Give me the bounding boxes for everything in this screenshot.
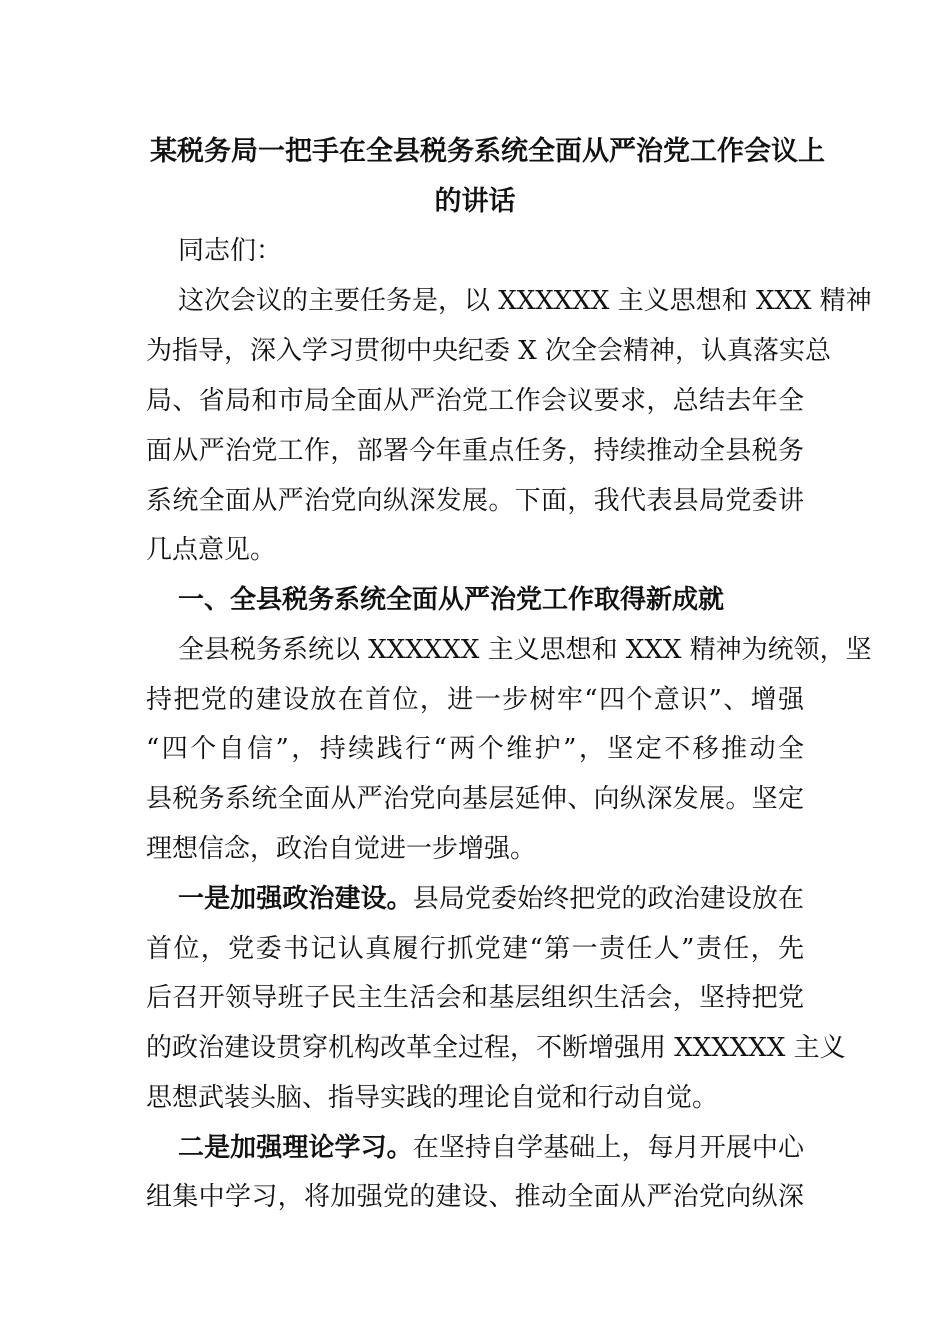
item-1-first-line	[178, 884, 804, 914]
item-1-line: 首位，党委书记认真履行抓党建“第一责任人”责任，先	[146, 934, 804, 964]
section-line: 全县税务系统以 XXXXXX 主义思想和 XXX 精神为统领，坚	[178, 635, 872, 665]
section-line: “四个自信”，持续践行“两个维护”，坚定不移推动全	[146, 734, 804, 764]
intro-line: 系统全面从严治党向纵深发展。下面，我代表县局党委讲	[146, 486, 804, 516]
item-1-lead: 一是加强政治建设。	[178, 884, 413, 914]
item-2-first-line	[178, 1133, 804, 1163]
intro-line: 几点意见。	[146, 535, 277, 565]
item-1-line: 后召开领导班子民主生活会和基层组织生活会，坚持把党	[146, 983, 804, 1013]
section-line: 理想信念，政治自觉进一步增强。	[146, 834, 537, 864]
item-1-first-rest: 县局党委始终把党的政治建设放在	[412, 884, 804, 914]
section-line: 持把党的建设放在首位，进一步树牢“四个意识”、增强	[146, 685, 804, 715]
salutation: 同志们：	[178, 236, 283, 266]
intro-line: 这次会议的主要任务是，以 XXXXXX 主义思想和 XXX 精神	[178, 286, 872, 316]
document-title-line-1: 某税务局一把手在全县税务系统全面从严治党工作会议上	[150, 136, 825, 167]
intro-line: 面从严治党工作，部署今年重点任务，持续推动全县税务	[146, 436, 804, 466]
item-2-line: 组集中学习，将加强党的建设、推动全面从严治党向纵深	[146, 1182, 804, 1212]
section-line: 县税务系统全面从严治党向基层延伸、向纵深发展。坚定	[146, 784, 804, 814]
item-2-first-rest: 在坚持自学基础上，每月开展中心	[412, 1133, 804, 1163]
intro-line: 局、省局和市局全面从严治党工作会议要求，总结去年全	[146, 386, 804, 416]
item-2-lead: 二是加强理论学习。	[178, 1133, 413, 1163]
item-1-line: 的政治建设贯穿机构改革全过程，不断增强用 XXXXXX 主义	[146, 1033, 846, 1063]
document-title-line-2: 的讲话	[434, 186, 516, 217]
section-heading: 一、全县税务系统全面从严治党工作取得新成就	[178, 585, 725, 615]
intro-line: 为指导，深入学习贯彻中央纪委 X 次全会精神，认真落实总	[146, 336, 832, 366]
item-1-line: 思想武装头脑、指导实践的理论自觉和行动自觉。	[146, 1083, 719, 1113]
